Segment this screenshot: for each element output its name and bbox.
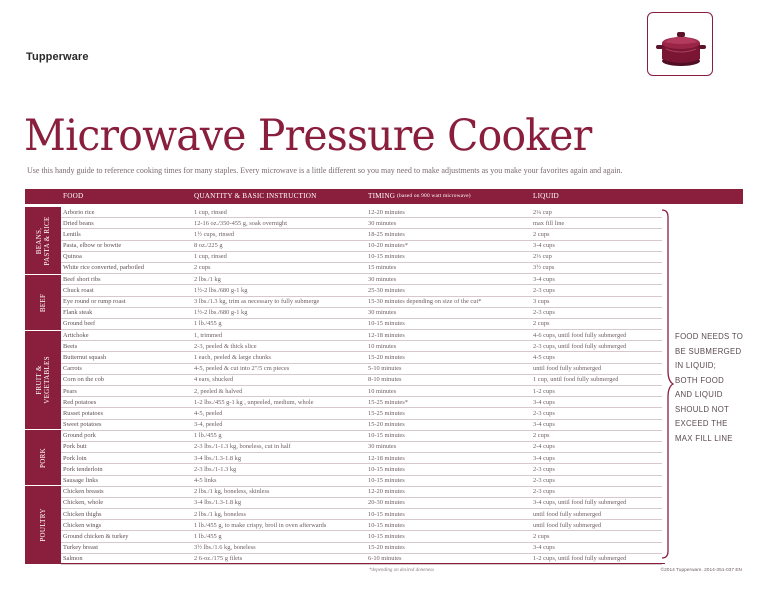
quantity-cell: 1 lb./455 g [194,432,222,440]
quantity-cell: 3-4 lbs./1.3-1.8 kg [194,499,242,507]
quantity-cell: 3 lbs./1.3 kg, trim as necessary to fully submerge [194,298,320,305]
right-brace-icon [660,209,674,559]
timing-cell: 5-10 minutes [368,365,402,373]
table-row [61,352,662,363]
category-pork: PORK [25,430,61,485]
timing-cell: 10-15 minutes [368,477,405,484]
quantity-cell: 1 lb./455 g [194,320,222,328]
table-row [61,207,662,218]
header-quantity: QUANTITY & BASIC INSTRUCTION [194,192,317,200]
table-row [61,397,662,408]
timing-cell: 30 minutes [368,219,397,227]
timing-cell: 30 minutes [368,275,397,283]
food-cell: Pork loin [63,454,87,462]
timing-cell: 12-18 minutes [368,454,405,462]
table-bottom-rule [25,563,665,564]
table-row [61,308,662,319]
timing-cell: 10-15 minutes [368,465,405,473]
timing-cell: 12-20 minutes [368,208,405,216]
pressure-cooker-icon [648,13,714,77]
table-row [61,543,662,554]
food-cell: Sausage links [63,477,98,484]
liquid-cell: 2 cups [533,532,550,540]
table-row [61,453,662,464]
food-cell: Salmon [63,555,83,563]
timing-cell: 8-10 minutes [368,376,402,384]
timing-cell: 10-15 minutes [368,521,405,529]
timing-cell: 6-10 minutes [368,555,402,563]
quantity-cell: 3-4 lbs./1.3-1.8 kg [194,454,242,462]
table-row [61,218,662,229]
timing-cell: 15-20 minutes [368,421,405,429]
timing-cell: 10-15 minutes [368,510,405,518]
quantity-cell: 2-3 lbs./1-1.3 kg, boneless, cut in half [194,443,291,451]
food-cell: Quinoa [63,253,82,261]
timing-cell: 25-30 minutes [368,286,405,294]
page-title: Microwave Pressure Cooker [24,111,592,161]
table-row [61,297,662,308]
food-cell: Turkey breast [63,544,99,552]
table-row [61,386,662,397]
table-row [61,375,662,386]
table-row [61,274,662,285]
quantity-cell: 2-3, peeled & thick slice [194,342,257,350]
footnote: *depending on desired doneness [369,568,434,573]
product-image-frame [647,12,713,76]
category-fruit-vegetables: FRUIT & VEGETABLES [25,331,61,429]
table-row [61,509,662,520]
liquid-cell: 2-3 cups, until food fully submerged [533,342,627,350]
food-cell: Eye round or rump roast [63,298,126,305]
quantity-cell: 1½-2 lbs./680 g-1 kg [194,286,248,294]
food-cell: Butternut squash [63,353,107,361]
liquid-cell: 3-4 cups [533,421,555,429]
timing-cell: 10-20 minutes* [368,242,408,250]
quantity-cell: 1½ cups, rinsed [194,230,235,238]
timing-cell: 15-25 minutes [368,409,405,417]
liquid-cell: 3-4 cups [533,275,555,283]
food-cell: Chicken breasts [63,488,104,496]
timing-cell: 10 minutes [368,342,397,350]
food-cell: Dried beans [63,219,94,227]
food-cell: Lentils [63,230,81,238]
liquid-cell: 3-4 cups [533,454,555,462]
liquid-cell: 3½ cups [533,264,555,272]
quantity-cell: 2 cups [194,264,211,272]
liquid-cell: 2-4 cups [533,443,555,451]
quantity-cell: 1 lb./455 g [194,532,222,540]
quantity-cell: 1 cup, rinsed [194,208,227,216]
liquid-cell: 2-3 cups [533,465,555,473]
food-cell: Corn on the cob [63,376,104,384]
table-row [61,520,662,531]
quantity-cell: 4-5 links [194,477,217,484]
food-cell: Pasta, elbow or bowtie [63,242,122,250]
table-row [61,408,662,419]
food-cell: Ground pork [63,432,96,440]
liquid-cell: 3-4 cups [533,544,555,552]
liquid-cell: 2-3 cups [533,488,555,496]
brand-logo: Tupperware [26,51,89,63]
liquid-cell: 2 cups [533,432,550,440]
quantity-cell: 2-3 lbs./1-1.3 kg [194,465,237,473]
food-cell: Russet potatoes [63,409,103,417]
quantity-cell: 4-5, peeled [194,409,223,417]
table-row [61,252,662,263]
timing-cell: 30 minutes [368,309,397,317]
timing-cell: 30 minutes [368,443,397,451]
food-cell: Ground chicken & turkey [63,532,129,540]
food-cell: Pork tenderloin [63,465,103,473]
food-cell: Chuck roast [63,286,94,294]
copyright: ©2014 Tupperware. 2014-351-037 EN [660,568,742,573]
food-cell: Pears [63,387,77,395]
table-row [61,341,662,352]
timing-cell: 12-18 minutes [368,331,405,339]
food-cell: Sweet potatoes [63,421,102,429]
table-row [61,431,662,442]
liquid-cell: 2-3 cups [533,309,555,317]
food-cell: Chicken wings [63,521,102,529]
cooking-table-body [61,207,662,565]
food-cell: Flank steak [63,309,93,317]
table-row [61,330,662,341]
header-food: FOOD [63,192,84,200]
food-cell: Chicken thighs [63,510,102,518]
quantity-cell: 2 lbs./1 kg, boneless [194,510,247,518]
liquid-cell: 1-2 cups [533,387,555,395]
quantity-cell: 2, peeled & halved [194,387,243,395]
quantity-cell: 3-4, peeled [194,421,223,429]
liquid-cell: 2-3 cups [533,477,555,484]
timing-cell: 10-15 minutes [368,532,405,540]
table-row [61,476,662,487]
quantity-cell: 1½-2 lbs./680 g-1 kg [194,309,248,317]
quantity-cell: 1-2 lbs./455 g-1 kg , unpeeled, medium, whole [194,398,314,406]
table-row [61,263,662,274]
quantity-cell: 3½ lbs./1.6 kg, boneless [194,544,256,552]
liquid-cell: 3 cups [533,298,550,305]
table-row [61,285,662,296]
table-row [61,498,662,509]
table-row [61,442,662,453]
category-beans-pasta-rice: BEANS, PASTA & RICE [25,207,61,274]
food-cell: Arborio rice [63,208,95,216]
page-subtitle: Use this handy guide to reference cooking times for many staples. Every microwave is a little different so you may need to make adjustments as you make your favorites again and again. [27,166,623,175]
liquid-cell: 2 cups [533,320,550,328]
quantity-cell: 2 lbs./1 kg, boneless, skinless [194,488,270,496]
table-row [61,487,662,498]
timing-cell: 20-30 minutes [368,499,405,507]
timing-cell: 15-20 minutes [368,353,405,361]
timing-cell: 15-30 minutes depending on size of the cut* [368,298,482,305]
liquid-cell: 3-4 cups [533,242,555,250]
liquid-cell: 3-4 cups [533,398,555,406]
quantity-cell: 1 cup, rinsed [194,253,227,261]
table-header [25,189,743,204]
quantity-cell: 1 each, peeled & large chunks [194,353,271,361]
header-timing-note: (based on 900 watt microwave) [397,193,471,199]
food-cell: White rice converted, parboiled [63,264,144,272]
liquid-cell: 2 cups [533,230,550,238]
table-row [61,229,662,240]
quantity-cell: 8 oz./225 g [194,242,223,250]
quantity-cell: 12-16 oz./350-455 g, soak overnight [194,219,288,227]
food-cell: Ground beef [63,320,96,328]
liquid-cell: 2-3 cups [533,286,555,294]
quantity-cell: 4 ears, shucked [194,376,234,384]
liquid-cell: 2-3 cups [533,409,555,417]
food-cell: Chicken, whole [63,499,104,507]
food-cell: Beets [63,342,78,350]
timing-cell: 10 minutes [368,387,397,395]
quantity-cell: 1, trimmed [194,331,223,339]
liquid-cell: max fill line [533,219,565,227]
food-cell: Red potatoes [63,398,97,406]
timing-cell: 10-15 minutes [368,432,405,440]
food-cell: Beef short ribs [63,275,101,283]
liquid-cell: until food fully submerged [533,510,602,518]
submerge-note: FOOD NEEDS TO BE SUBMERGED IN LIQUID; BOTH FOOD AND LIQUID SHOULD NOT EXCEED THE MAX FILL LINE [675,332,744,443]
quantity-cell: 4-5, peeled & cut into 2"/5 cm pieces [194,365,290,373]
timing-cell: 15-25 minutes* [368,398,408,406]
liquid-cell: 3-4 cups, until food fully submerged [533,499,627,507]
food-cell: Pork butt [63,443,87,451]
timing-cell: 15-20 minutes [368,544,405,552]
liquid-cell: until food fully submerged [533,365,602,373]
header-liquid: LIQUID [533,192,559,200]
timing-cell: 10-15 minutes [368,253,405,261]
table-row [61,364,662,375]
liquid-cell: 4-5 cups [533,353,555,361]
food-cell: Artichoke [63,331,89,339]
table-row [61,531,662,542]
quantity-cell: 2 6-oz./175 g filets [194,555,243,563]
liquid-cell: 2⅓ cup [533,253,552,261]
table-row [61,420,662,431]
liquid-cell: 4-6 cups, until food fully submerged [533,331,627,339]
liquid-cell: 1-2 cups, until food fully submerged [533,555,627,563]
liquid-cell: until food fully submerged [533,521,602,529]
table-row [61,464,662,475]
category-beef: BEEF [25,275,61,330]
category-poultry: POULTRY [25,486,61,563]
table-row [61,241,662,252]
table-row [61,319,662,330]
timing-cell: 15 minutes [368,264,397,272]
timing-cell: 18-25 minutes [368,230,405,238]
quantity-cell: 2 lbs./1 kg [194,275,221,283]
timing-cell: 12-20 minutes [368,488,405,496]
quantity-cell: 1 lb./455 g, to make crispy, broil in oven afterwards [194,521,327,529]
liquid-cell: 1 cup, until food fully submerged [533,376,619,384]
liquid-cell: 2¼ cup [533,208,552,216]
timing-cell: 10-15 minutes [368,320,405,328]
header-timing: TIMING [368,192,396,200]
food-cell: Carrots [63,365,82,373]
